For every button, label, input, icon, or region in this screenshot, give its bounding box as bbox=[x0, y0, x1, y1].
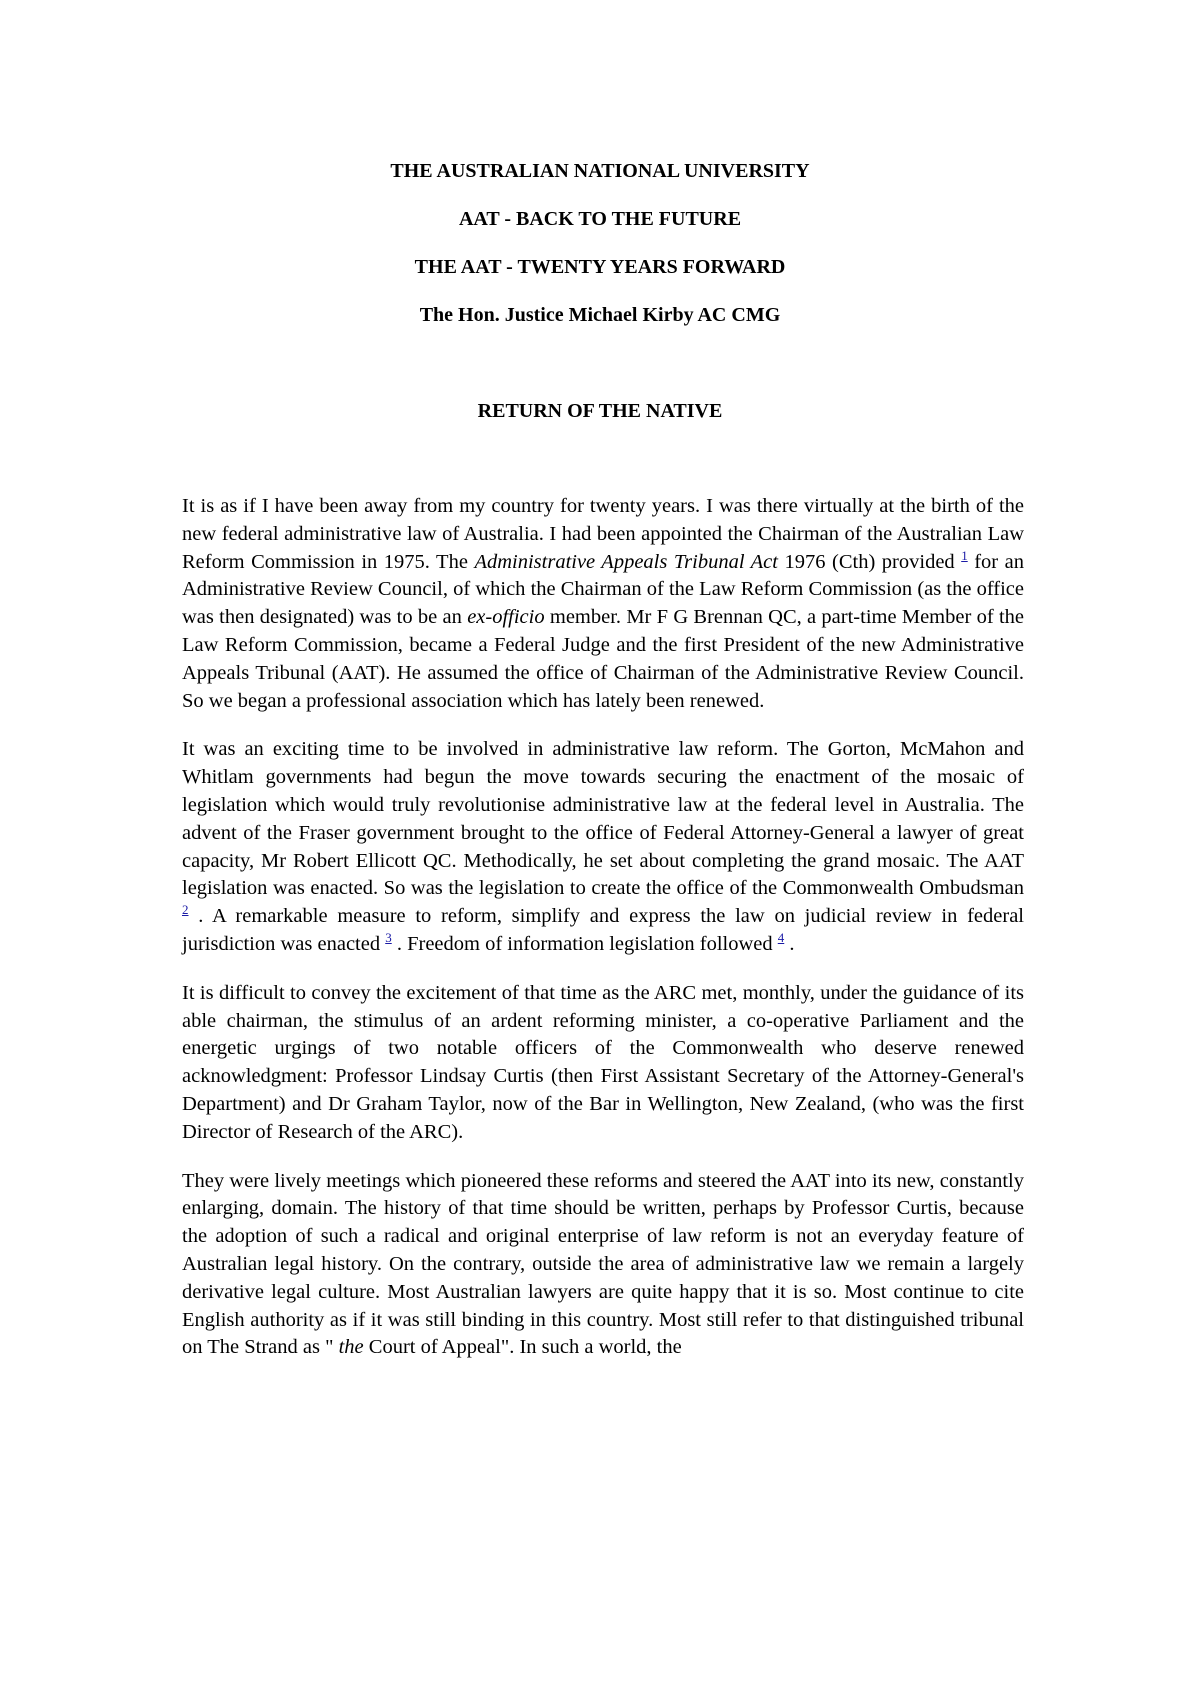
paragraph-2: It was an exciting time to be involved in administrative law reform. The Gorton, McMahon and Whitlam governments had begun the move towards securing the enactment of the mosaic of legislation which would truly revolutionise administrative law at the federal level in Australia. The advent of the Fraser government brought to the office of Federal Attorney-General a lawyer of great capacity, Mr Robert Ellicott QC. Methodically, he set about completing the grand mosaic. The AAT legislation was enacted. So was the legislation to create the office of the Commonwealth Ombudsman $^2$ . A remarkable measure to reform, simplify and express the law on judicial review in federal jurisdiction was enacted $^3$ . Freedom of information legislation followed $^4$ . bbox=[182, 738, 1024, 955]
document-body bbox=[182, 493, 1024, 1383]
document-title: AAT - BACK TO THE FUTURE bbox=[458, 208, 742, 230]
paragraph-1: It is as if I have been away from my country for twenty years. I was there virtually at the birth of the new federal administrative law of Australia. I had been appointed the Chairman of the Australian Law Reform Commission in 1975. The Administrative Appeals Tribunal Act 1976 (Cth) provided $^1$ for an Administrative Review Council, of which the Chairman of the Law Reform Commission (as the office was then designated) was to be an ex-officio member. Mr F G Brennan QC, a part-time Member of the Law Reform Commission, became a Federal Judge and the first President of the new Administrative Appeals Tribunal (AAT). He assumed the office of Chairman of the Administrative Review Council. So we began a professional association which has lately been renewed. bbox=[182, 495, 1024, 712]
ex-officio-term: ex-officio bbox=[467, 606, 545, 629]
university-heading: THE AUSTRALIAN NATIONAL UNIVERSITY bbox=[390, 160, 810, 182]
footnote-link-1[interactable]: 1 bbox=[961, 547, 968, 563]
section-heading: RETURN OF THE NATIVE bbox=[477, 400, 723, 422]
document-subtitle: THE AAT - TWENTY YEARS FORWARD bbox=[414, 256, 786, 278]
emphasis-the: the bbox=[338, 1336, 364, 1359]
footnote-link-2[interactable]: 2 bbox=[182, 902, 189, 918]
act-title: Administrative Appeals Tribunal Act bbox=[474, 550, 778, 573]
paragraph-3: It is difficult to convey the excitement of that time as the ARC met, monthly, under the guidance of its able chairman, the stimulus of an ardent reforming minister, a co-operative Parliament and the energetic urgings of two notable officers of the Commonwealth who deserve renewed acknowledgment: Professor Lindsay Curtis (then First Assistant Secretary of the Attorney-General's Department) and Dr Graham Taylor, now of the Bar in Wellington, New Zealand, (who was the first Director of Research of the ARC). bbox=[182, 981, 1024, 1143]
footnote-link-4[interactable]: 4 bbox=[777, 930, 785, 946]
author-line: The Hon. Justice Michael Kirby AC CMG bbox=[419, 304, 781, 326]
footnote-link-3[interactable]: 3 bbox=[385, 930, 392, 946]
paragraph-4: They were lively meetings which pioneered these reforms and steered the AAT into its new, constantly enlarging, domain. The history of that time should be written, perhaps by Professor Curtis, because the adoption of such a radical and original enterprise of law reform is not an everyday feature of Australian legal history. On the contrary, outside the area of administrative law we remain a largely derivative legal culture. Most Australian lawyers are quite happy that it is so. Most continue to cite English authority as if it was still binding in this country. Most still refer to that distinguished tribunal on The Strand as " the Court of Appeal". In such a world, the bbox=[182, 1169, 1024, 1359]
